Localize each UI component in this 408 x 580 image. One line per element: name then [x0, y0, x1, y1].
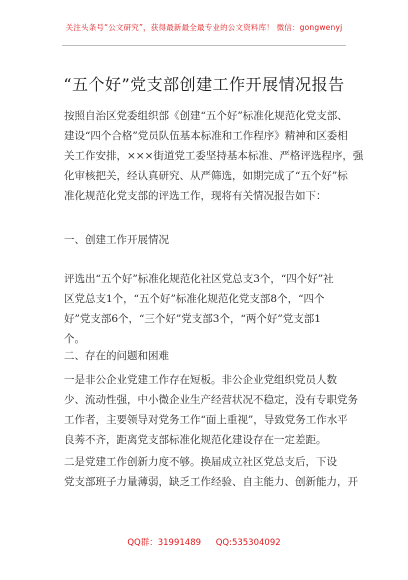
intro-line: 化审核把关，经认真研究、从严筛选，如期完成了“五个好”标 — [64, 170, 348, 182]
document-title: “五个好”党支部创建工作开展情况报告 — [63, 75, 345, 94]
intro-line: 准化规范化党支部的评选工作，现将有关情况报告如下： — [64, 190, 327, 202]
section-heading-2: 二、存在的问题和困难 — [64, 350, 169, 362]
section1-line: 区党总支1个，“五个好”标准化规范化党支部8个，“四个 — [64, 293, 325, 305]
section2b-line: 二是党建工作创新力度不够。换届成立社区党总支后，下设 — [64, 456, 337, 468]
section1-line: 个。 — [64, 333, 85, 345]
section-heading-1: 一、创建工作开展情况 — [64, 234, 169, 246]
intro-paragraph — [64, 106, 363, 206]
footer-qq: QQ:535304092 — [215, 538, 281, 548]
section2a-line: 良莠不齐，距离党支部标准化规范化建设存在一定差距。 — [64, 434, 327, 446]
section1-paragraph — [64, 269, 334, 349]
section2a-line: 少、流动性强，中小微企业生产经营状况不稳定，没有专职党务 — [64, 394, 358, 406]
section1-line: 评选出“五个好”标准化规范化社区党总支3个，“四个好”社 — [64, 273, 334, 285]
section1-line: 好”党支部6个，“三个好”党支部3个，“两个好”党支部1 — [64, 313, 321, 325]
section2a-line: 一是非公企业党建工作存在短板。非公企业党组织党员人数 — [64, 374, 337, 386]
footer-qq-group: QQ群：31991489 — [127, 538, 202, 548]
header-divider — [62, 45, 346, 46]
section2b-line: 党支部班子力量薄弱，缺乏工作经验、自主能力、创新能力，开 — [64, 476, 358, 488]
section2a-line: 工作者，主要领导对党务工作“面上重视”，导致党务工作水平 — [64, 414, 348, 426]
page-header-banner: 关注头条号“公文研究”，获得最新最全最专业的公文资料库！ 微信：gongwenyj — [65, 23, 343, 32]
intro-line: 建设“四个合格”党员队伍基本标准和工作程序》精神和区委相 — [64, 130, 348, 142]
intro-line: 按照自治区党委组织部《创建“五个好”标准化规范化党支部、 — [64, 110, 348, 122]
page-footer — [0, 536, 408, 548]
intro-line: 关工作安排，×××街道党工委坚持基本标准、严格评选程序，强 — [64, 150, 364, 162]
section2b-paragraph — [64, 452, 358, 492]
section2a-paragraph — [64, 370, 358, 450]
